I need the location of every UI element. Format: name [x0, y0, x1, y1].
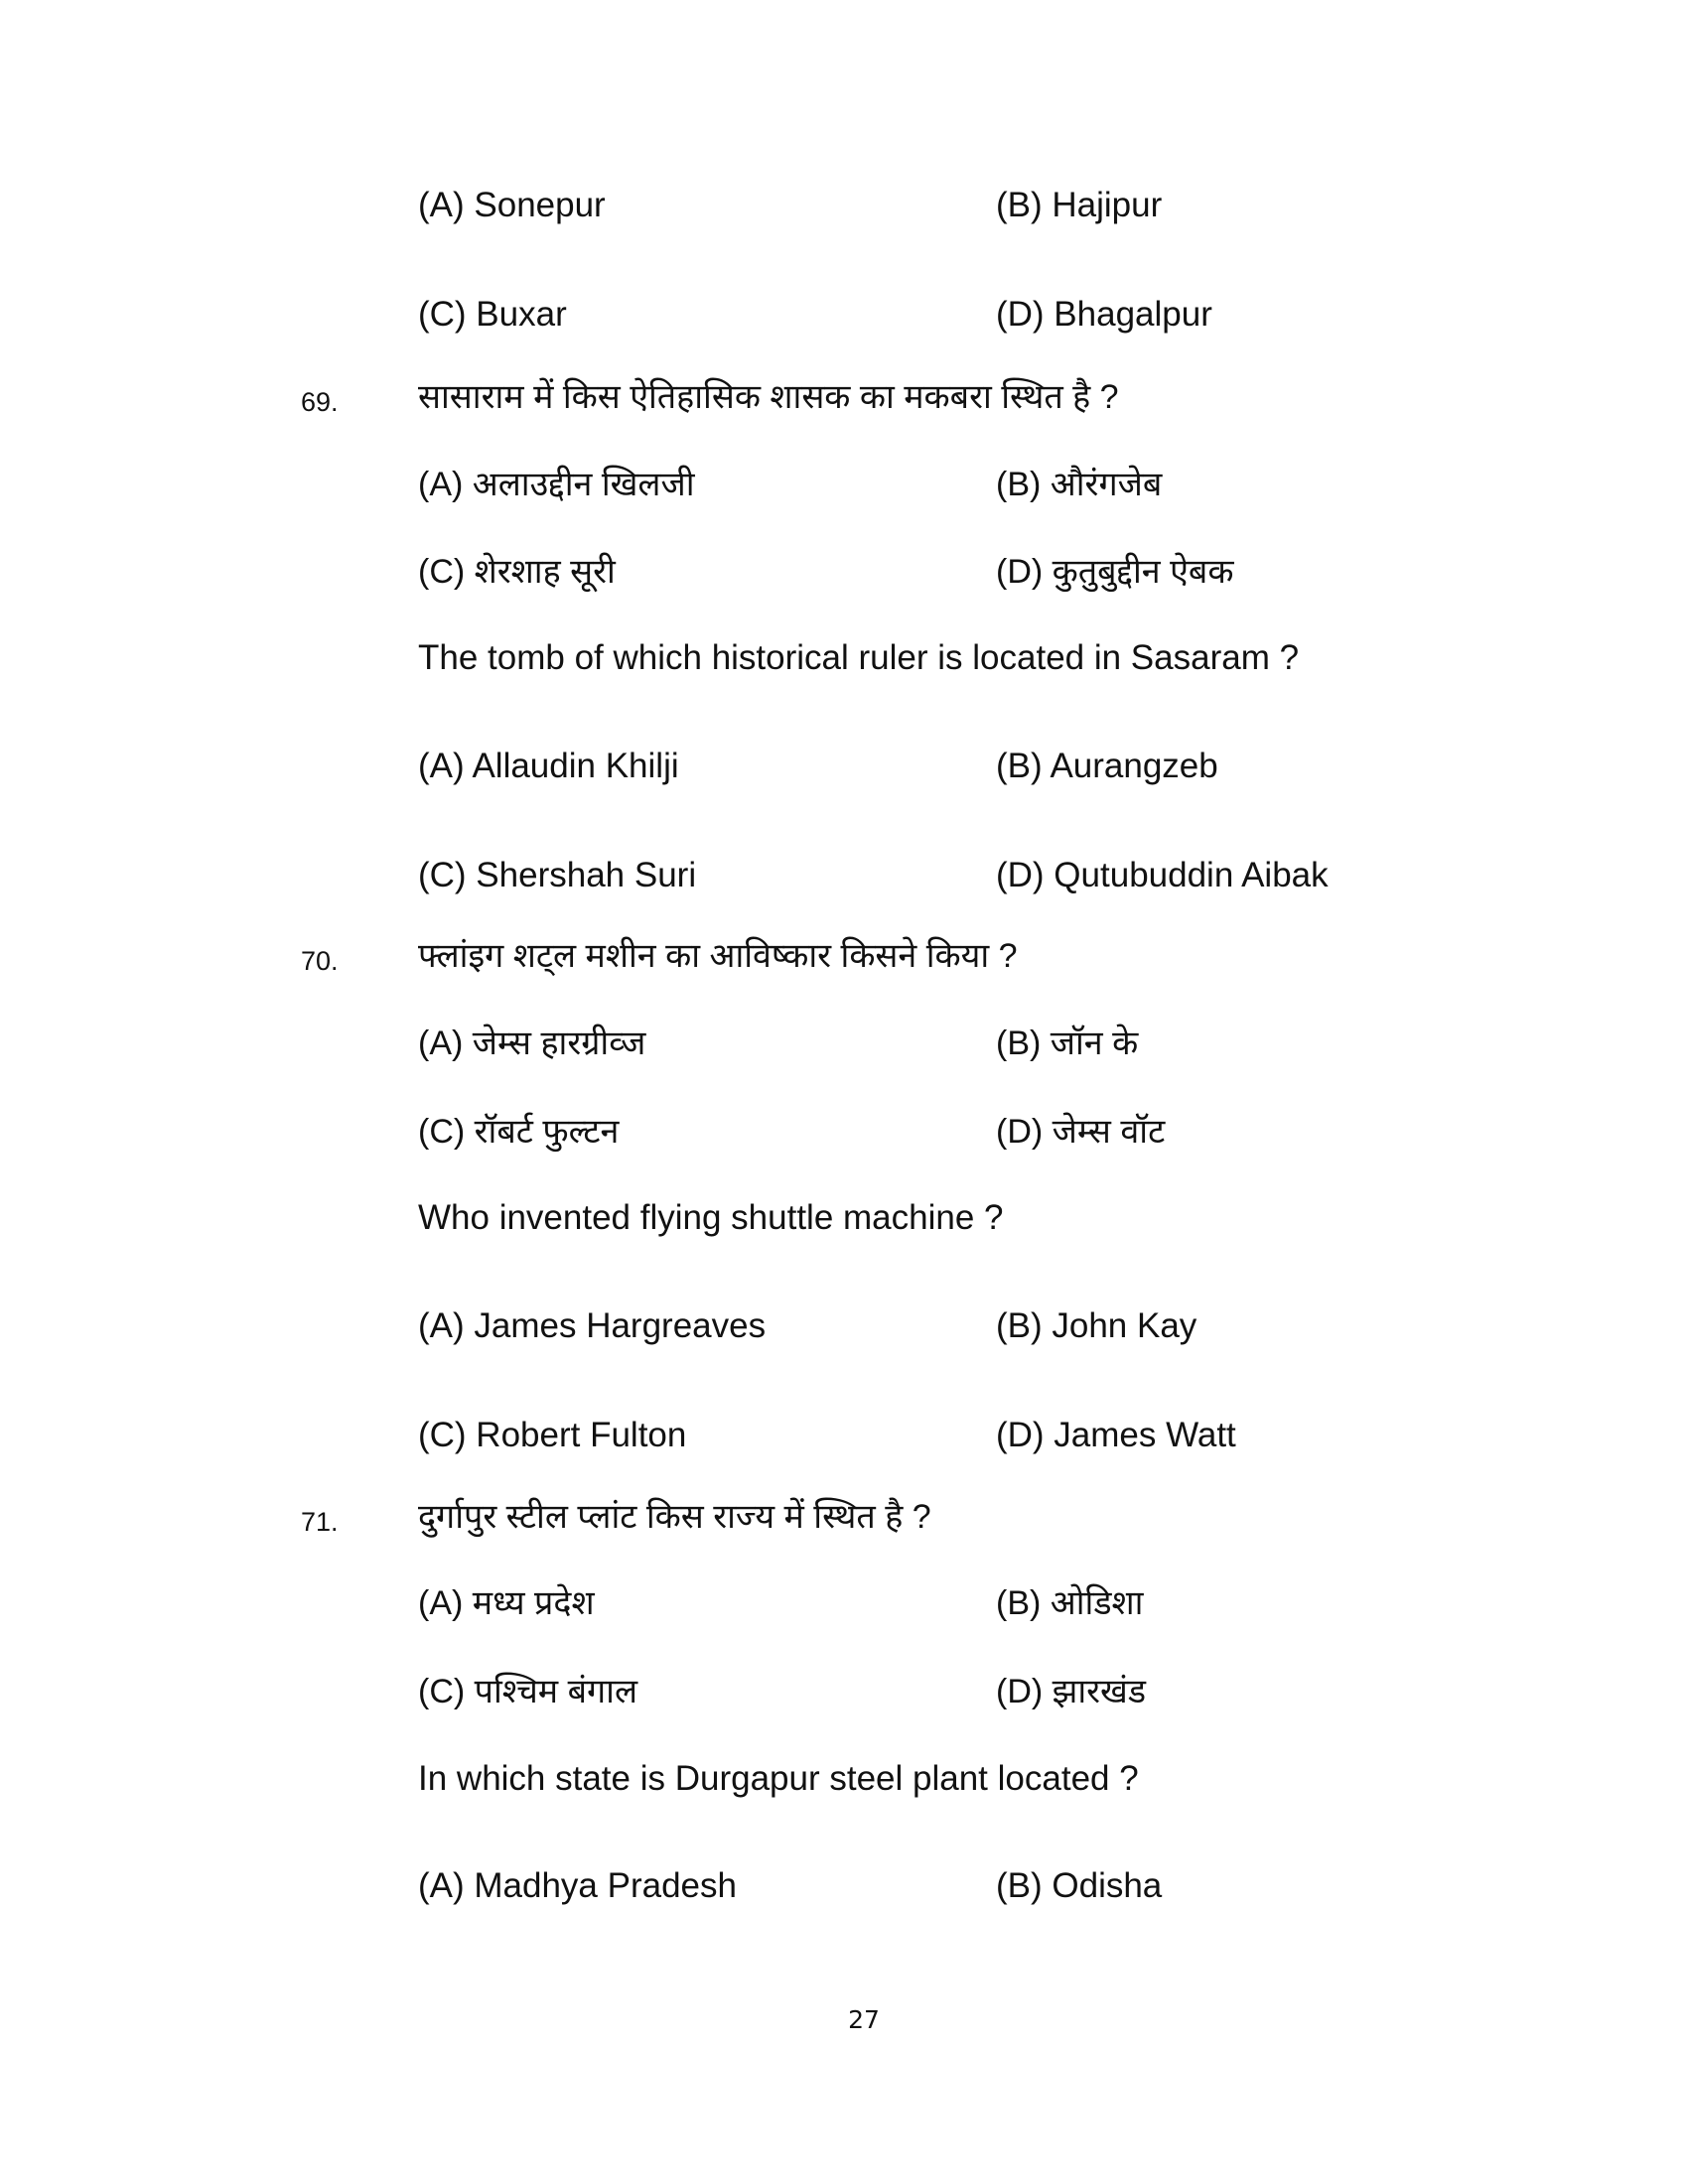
prev-option-b: (B) Hajipur — [996, 186, 1163, 224]
question-text-hindi: फ्लांइग शट्ल मशीन का आविष्कार किसने किया ? — [418, 937, 1018, 975]
question-number: 71. — [301, 1507, 339, 1537]
option-c-english: (C) Robert Fulton — [418, 1416, 687, 1454]
option-d-english: (D) James Watt — [996, 1416, 1236, 1454]
question-number: 70. — [301, 946, 339, 976]
option-d-hindi: (D) कुतुबुद्दीन ऐबक — [996, 553, 1234, 591]
option-d-hindi: (D) झारखंड — [996, 1673, 1147, 1710]
option-c-hindi: (C) पश्चिम बंगाल — [418, 1673, 637, 1710]
question-text-english: The tomb of which historical ruler is located in Sasaram ? — [418, 638, 1300, 677]
option-a-hindi: (A) मध्य प्रदेश — [418, 1584, 595, 1622]
option-b-hindi: (B) औरंगजेब — [996, 466, 1163, 503]
question-text-english: In which state is Durgapur steel plant located ? — [418, 1759, 1139, 1798]
question-text-english: Who invented flying shuttle machine ? — [418, 1198, 1004, 1237]
question-text-hindi: दुर्गापुर स्टील प्लांट किस राज्य में स्थित है ? — [418, 1498, 931, 1536]
option-a-english: (A) James Hargreaves — [418, 1306, 767, 1345]
option-b-english: (B) John Kay — [996, 1306, 1197, 1345]
question-text-hindi: सासाराम में किस ऐतिहासिक शासक का मकबरा स्थित है ? — [418, 378, 1119, 416]
option-d-hindi: (D) जेम्स वॉट — [996, 1113, 1166, 1151]
option-b-english: (B) Odisha — [996, 1866, 1163, 1905]
option-c-english: (C) Shershah Suri — [418, 856, 697, 894]
question-number: 69. — [301, 387, 339, 417]
option-b-english: (B) Aurangzeb — [996, 747, 1218, 785]
page-number: 27 — [848, 2005, 880, 2034]
prev-option-c: (C) Buxar — [418, 295, 567, 334]
option-a-english: (A) Allaudin Khilji — [418, 747, 679, 785]
option-b-hindi: (B) जॉन के — [996, 1024, 1139, 1062]
option-a-hindi: (A) अलाउद्दीन खिलजी — [418, 466, 695, 503]
option-c-hindi: (C) रॉबर्ट फुल्टन — [418, 1113, 620, 1151]
option-d-english: (D) Qutubuddin Aibak — [996, 856, 1329, 894]
prev-option-a: (A) Sonepur — [418, 186, 606, 224]
option-c-hindi: (C) शेरशाह सूरी — [418, 553, 616, 591]
prev-option-d: (D) Bhagalpur — [996, 295, 1212, 334]
option-a-english: (A) Madhya Pradesh — [418, 1866, 737, 1905]
option-a-hindi: (A) जेम्स हारग्रीव्ज — [418, 1024, 646, 1062]
option-b-hindi: (B) ओडिशा — [996, 1584, 1144, 1622]
